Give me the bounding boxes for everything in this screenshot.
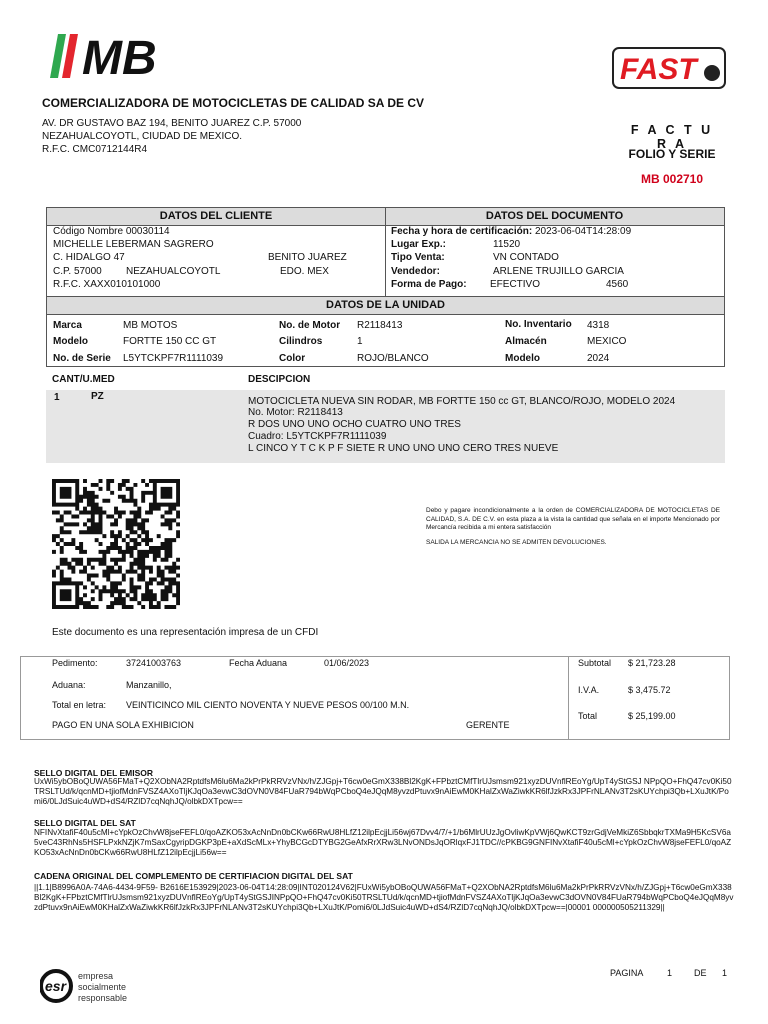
inventario-value: 4318 (587, 320, 610, 331)
color-value: ROJO/BLANCO (357, 353, 429, 364)
vendedor-value: ARLENE TRUJILLO GARCIA (493, 266, 624, 277)
document-header: DATOS DEL DOCUMENTO (385, 208, 724, 225)
client-code: Código Nombre 00030114 (53, 226, 170, 237)
marca-value: MB MOTOS (123, 320, 178, 331)
client-header: DATOS DEL CLIENTE (47, 208, 385, 225)
fecha-aduana-label: Fecha Aduana (229, 658, 288, 668)
folio-label: FOLIO Y SERIE (628, 147, 716, 161)
cilindros-label: Cilindros (279, 336, 323, 347)
modelo-year-value: 2024 (587, 353, 610, 364)
sello-sat-title: SELLO DIGITAL DEL SAT (34, 818, 136, 828)
pagina-label: PAGINA (610, 968, 644, 978)
pago-exhibicion: PAGO EN UNA SOLA EXHIBICION (52, 720, 194, 730)
mb-logo (48, 34, 172, 78)
motor-value: R2118413 (357, 320, 403, 331)
motor-label: No. de Motor (279, 320, 341, 331)
cfdi-note: Este documento es una representación impresa de un CFDI (52, 627, 319, 638)
cadena-title: CADENA ORIGINAL DEL COMPLEMENTO DE CERTIFIACION DIGITAL DEL SAT (34, 871, 353, 881)
qr-code (52, 479, 180, 609)
sello-emisor-title: SELLO DIGITAL DEL EMISOR (34, 768, 154, 778)
item-line: R DOS UNO UNO OCHO CUATRO UNO TRES (248, 419, 461, 430)
serie-value: L5YTCKPF7R1111039 (123, 353, 224, 364)
no-devolucion-text: SALIDA LA MERCANCIA NO SE ADMITEN DEVOLUCIONES. (426, 539, 607, 546)
fecha-aduana-value: 01/06/2023 (324, 658, 370, 668)
pago-code: 4560 (606, 279, 629, 290)
iva-value: $ 3,475.72 (628, 685, 671, 695)
pedimento-label: Pedimento: (52, 658, 98, 668)
modelo-label: Modelo (53, 336, 88, 347)
data-box (46, 207, 725, 367)
col-cant: CANT/U.MED (52, 374, 115, 385)
item-line: Cuadro: L5YTCKPF7R1111039 (248, 431, 387, 442)
modelo-year-label: Modelo (505, 353, 540, 364)
company-rfc: R.F.C. CMC0712144R4 (42, 144, 148, 155)
pagare-text: Debo y pagare incondicionalmente a la orden de COMERCIALIZADORA DE MOTOCICLETAS DE CALIDAD, S.A. DE C.V. en esta plaza a la vista la cantidad que señala en el importe Mencionado por Mercancía recibida a mi entera satisfacción (426, 507, 720, 531)
inventario-label: No. Inventario (505, 319, 572, 330)
client-colonia: BENITO JUAREZ (268, 252, 347, 263)
svg-text:socialmente: socialmente (78, 982, 127, 992)
item-unit: PZ (91, 391, 104, 402)
client-cp: C.P. 57000 (53, 266, 102, 277)
col-desc: DESCIPCION (248, 374, 311, 385)
svg-text:esr: esr (45, 978, 67, 994)
folio-number: MB 002710 (640, 172, 704, 186)
marca-label: Marca (53, 320, 82, 331)
almacen-label: Almacén (505, 336, 547, 347)
total-value: $ 25,199.00 (628, 711, 676, 721)
iva-label: I.V.A. (578, 685, 600, 695)
svg-text:MB: MB (82, 34, 157, 78)
client-street: C. HIDALGO 47 (53, 252, 125, 263)
pago-value: EFECTIVO (490, 279, 541, 290)
client-rfc: R.F.C. XAXX010101000 (53, 279, 161, 290)
aduana-label: Aduana: (52, 680, 86, 690)
lugar-value: 11520 (493, 239, 521, 250)
tipo-value: VN CONTADO (493, 252, 559, 263)
subtotal-value: $ 21,723.28 (628, 658, 676, 668)
pagina-num: 1 (667, 968, 673, 978)
client-name: MICHELLE LEBERMAN SAGRERO (53, 239, 214, 250)
item-qty: 1 (54, 392, 60, 403)
company-name: COMERCIALIZADORA DE MOTOCICLETAS DE CALIDAD SA DE CV (42, 96, 425, 110)
pedimento-value: 37241003763 (126, 658, 182, 668)
svg-text:responsable: responsable (78, 993, 128, 1003)
item-line: No. Motor: R2118413 (248, 407, 343, 418)
sello-sat: NFINvXtafiF40u5cMl+cYpkOzChvW8jseFEFL0/qoAZKO53xAcNnDn0bCKw66RwU8HLfZ12ilpEcjjLi56wj67Dvv4/7/+1/b6MlrUUzJgOvliwKpVWj6QwKCT9zrGdjVeMkiZ6SbbqkrTXMa9H5KcSV6a5veC43RhNs5HSFLPxkNZjK7mSaxCgyripDGKP3pE+aXdScMLx+YhyBCGcDTYBG2GeAfxRrXRw3LNvONDsJqORlqxFJ1TDC//cPKBG9GNFINvXtafiF40u5cMl+cYpkOzChvW8jseFEFL0/qoAZKO53xAcNnDn0bCKw66RwU8HLfZ12ilpEcjjLi56w== (34, 828, 732, 857)
esr-logo (40, 966, 140, 1006)
svg-text:FAST: FAST (620, 53, 697, 86)
tipo-label: Tipo Venta: (391, 252, 445, 263)
modelo-value: FORTTE 150 CC GT (123, 336, 217, 347)
item-row (46, 390, 725, 463)
invoice-title: F A C T U R A (630, 123, 714, 151)
cilindros-value: 1 (357, 336, 363, 347)
gerente-label: GERENTE (466, 720, 510, 730)
aduana-value: Manzanillo, (126, 680, 172, 690)
pagina-total: 1 (722, 968, 728, 978)
vendedor-label: Vendedor: (391, 266, 440, 277)
pago-label: Forma de Pago: (391, 279, 467, 290)
serie-label: No. de Serie (53, 353, 111, 364)
total-letra-label: Total en letra: (52, 700, 107, 710)
de-label: DE (694, 968, 707, 978)
unit-header: DATOS DE LA UNIDAD (47, 297, 724, 314)
company-address-2: NEZAHUALCOYOTL, CIUDAD DE MEXICO. (42, 131, 243, 142)
fast-logo (612, 47, 726, 89)
sello-emisor: UxWi5ybOBoQUWA56FMaT+Q2XObNA2RptdfsM6lu6Ma2kPrPkRRVzVNx/h/ZJGpj+T6cw0eGmX338Bl2KgK+FPbztCMfTlrUJsmsm921xyzDUVnflREoYg/UpT4yStGSJ NPpQO+FhQ47cv0Ki50TRSLTUd/k/qcnMD+tjiofMdnFVSZ4AXoTljKJqOa3evwC3dOVN0V84FUaR794bWqPCboQ4eJQqM8yvzdPtuvx9nAiEwM0KHalZxWaZiwkKR6lfJzkRx3JPFrNLANv3T2sKUYchpi3Qb+LXuJtK/Pomi6/0LJdSuic4uWD+dS4/RZlD7cqNqhJQ/olbkDXTpcw== (34, 777, 732, 806)
client-state: EDO. MEX (280, 266, 329, 277)
client-city: NEZAHUALCOYOTL (126, 266, 221, 277)
company-address-1: AV. DR GUSTAVO BAZ 194, BENITO JUAREZ C.P. 57000 (42, 118, 302, 129)
color-label: Color (279, 353, 306, 364)
lugar-label: Lugar Exp.: (391, 239, 447, 250)
item-line: L CINCO Y T C K P F SIETE R UNO UNO UNO CERO TRES NUEVE (248, 443, 559, 454)
subtotal-label: Subtotal (578, 658, 612, 668)
total-label: Total (578, 711, 598, 721)
svg-text:empresa: empresa (78, 971, 114, 981)
cadena-original: ||1.1|B8996A0A-74A6-4434-9F59- B2616E153929|2023-06-04T14:28:09|INT020124V62|FUxWi5ybOBoQUWA56FMaT+Q2XObNA2RptdfsM6lu6Ma2kPrPkRRVzVNx/h/ZJGpj+T6cw0eGmX338Bl2KgK+FPbztCMfTlrUJsmsm921xyzDUVnflREoYg/UpT4yStGSJINPpQO+FhQ47cv0Ki50TRSLTUd/k/qcnMD+tjiofMdnFVSZ4AXoTljKJqOa3evwC3dOVN0V84FUaR794bWqPCboQ4eJQqM8yvzdPtuvx9nAiEwM0KHalZxWaZiwkKR6lfJzkRx3JPFrNLANv3T2sKUYchpi3Qb+LXuJtK/Pomi6/0LJdSuic4uWD+dS4/RZlD7cqNqhJQ/olbkDXTpcw==|00001 000000505211329|| (34, 883, 734, 912)
almacen-value: MEXICO (587, 336, 627, 347)
cert-row: Fecha y hora de certificación: 2023-06-04T14:28:09 (391, 226, 632, 237)
item-line: MOTOCICLETA NUEVA SIN RODAR, MB FORTTE 150 cc GT, BLANCO/ROJO, MODELO 2024 (248, 396, 676, 407)
total-letra-value: VEINTICINCO MIL CIENTO NOVENTA Y NUEVE PESOS 00/100 M.N. (126, 700, 410, 710)
